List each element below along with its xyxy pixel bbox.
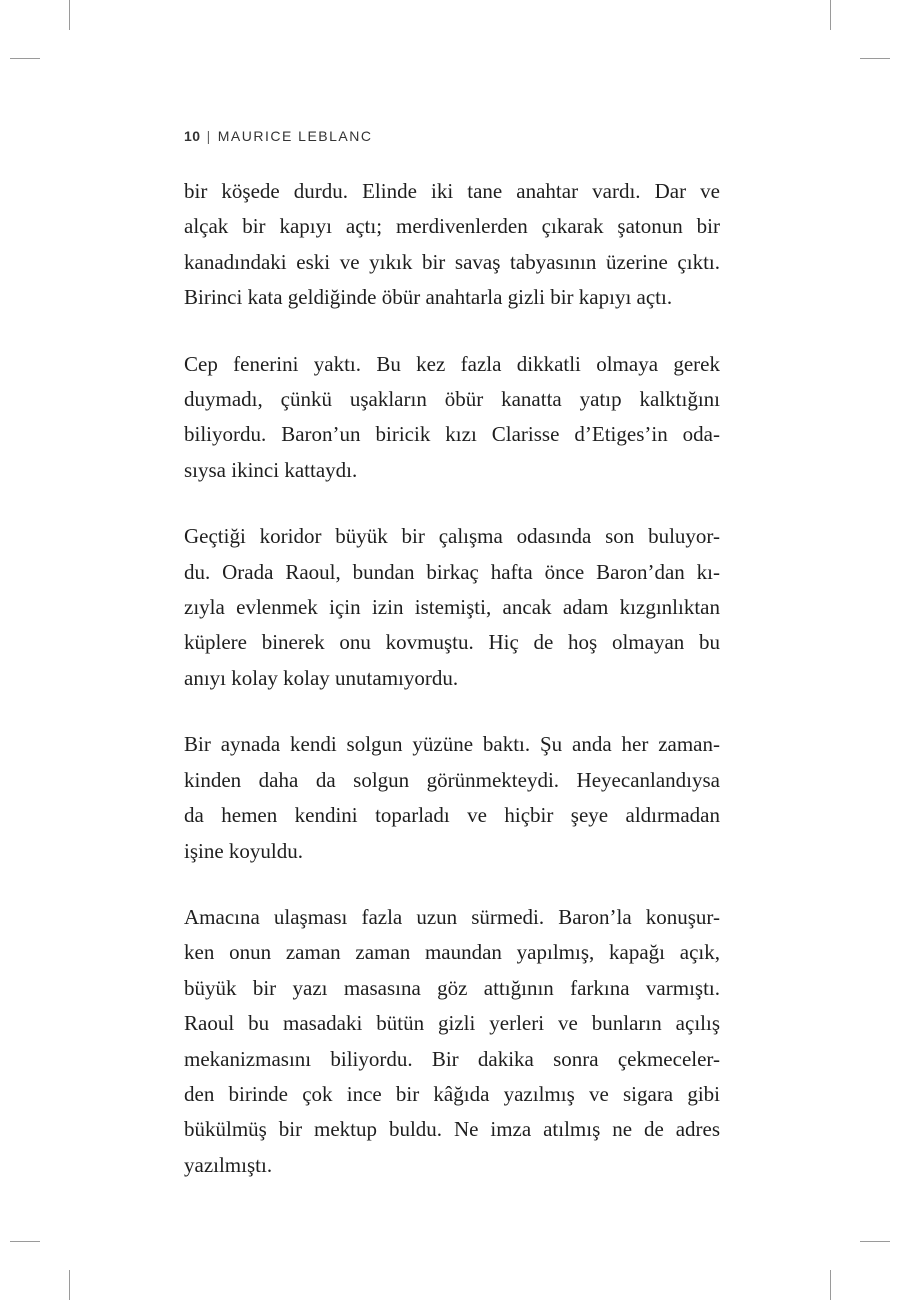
text-line: yazılmıştı. <box>184 1152 273 1177</box>
text-line: Cep fenerini yaktı. Bu kez fazla dikkatli olmaya gerek <box>184 351 720 376</box>
paragraph <box>184 900 720 1183</box>
text-line: küplere binerek onu kovmuştu. Hiç de hoş olmayan bu <box>184 630 720 655</box>
text-line: den birinde çok ince bir kâğıda yazılmış ve sigara gibi <box>184 1081 720 1106</box>
paragraph <box>184 727 720 869</box>
text-line: duymadı, çünkü uşakların öbür kanatta yatıp kalktığını <box>184 387 720 412</box>
running-head <box>184 128 372 144</box>
text-line: sıysa ikinci kattaydı. <box>184 457 358 482</box>
crop-mark-top-left <box>69 0 70 30</box>
header-separator: | <box>206 128 212 144</box>
crop-mark-right-bottom <box>860 1241 890 1242</box>
text-line: mekanizmasını biliyordu. Bir dakika sonra çekmeceler- <box>184 1046 720 1071</box>
text-line: Raoul bu masadaki bütün gizli yerleri ve bunların açılış <box>184 1011 720 1036</box>
crop-mark-bottom-right <box>830 1270 831 1300</box>
text-line: işine koyuldu. <box>184 838 303 863</box>
text-line: alçak bir kapıyı açtı; merdivenlerden çıkarak şatonun bir <box>184 214 720 239</box>
text-line: zıyla evlenmek için izin istemişti, ancak adam kızgınlıktan <box>184 595 720 620</box>
crop-mark-bottom-left <box>69 1270 70 1300</box>
text-line: da hemen kendini toparladı ve hiçbir şeye aldırmadan <box>184 803 720 828</box>
crop-mark-left-bottom <box>10 1241 40 1242</box>
body-text <box>184 174 720 1214</box>
crop-mark-left-top <box>10 58 40 59</box>
crop-mark-top-right <box>830 0 831 30</box>
crop-mark-right-top <box>860 58 890 59</box>
text-line: kanadındaki eski ve yıkık bir savaş tabyasının üzerine çıktı. <box>184 249 720 274</box>
text-line: ken onun zaman zaman maundan yapılmış, kapağı açık, <box>184 940 720 965</box>
text-line: büyük bir yazı masasına göz attığının farkına varmıştı. <box>184 975 720 1000</box>
text-line: Amacına ulaşması fazla uzun sürmedi. Baron’la konuşur- <box>184 904 720 929</box>
text-line: bükülmüş bir mektup buldu. Ne imza atılmış ne de adres <box>184 1117 720 1142</box>
text-line: Geçtiği koridor büyük bir çalışma odasında son buluyor- <box>184 524 720 549</box>
text-line: biliyordu. Baron’un biricik kızı Clarisse d’Etiges’in oda- <box>184 422 720 447</box>
paragraph <box>184 519 720 696</box>
text-line: du. Orada Raoul, bundan birkaç hafta önce Baron’dan kı- <box>184 559 720 584</box>
text-line: anıyı kolay kolay unutamıyordu. <box>184 665 459 690</box>
text-line: kinden daha da solgun görünmekteydi. Heyecanlandıysa <box>184 767 720 792</box>
text-line: Bir aynada kendi solgun yüzüne baktı. Şu anda her zaman- <box>184 732 720 757</box>
text-line: Birinci kata geldiğinde öbür anahtarla gizli bir kapıyı açtı. <box>184 285 673 310</box>
paragraph <box>184 347 720 489</box>
text-line: bir köşede durdu. Elinde iki tane anahtar vardı. Dar ve <box>184 179 720 203</box>
paragraph <box>184 174 720 316</box>
page-number: 10 <box>184 128 201 144</box>
author-name: MAURICE LEBLANC <box>217 128 373 144</box>
